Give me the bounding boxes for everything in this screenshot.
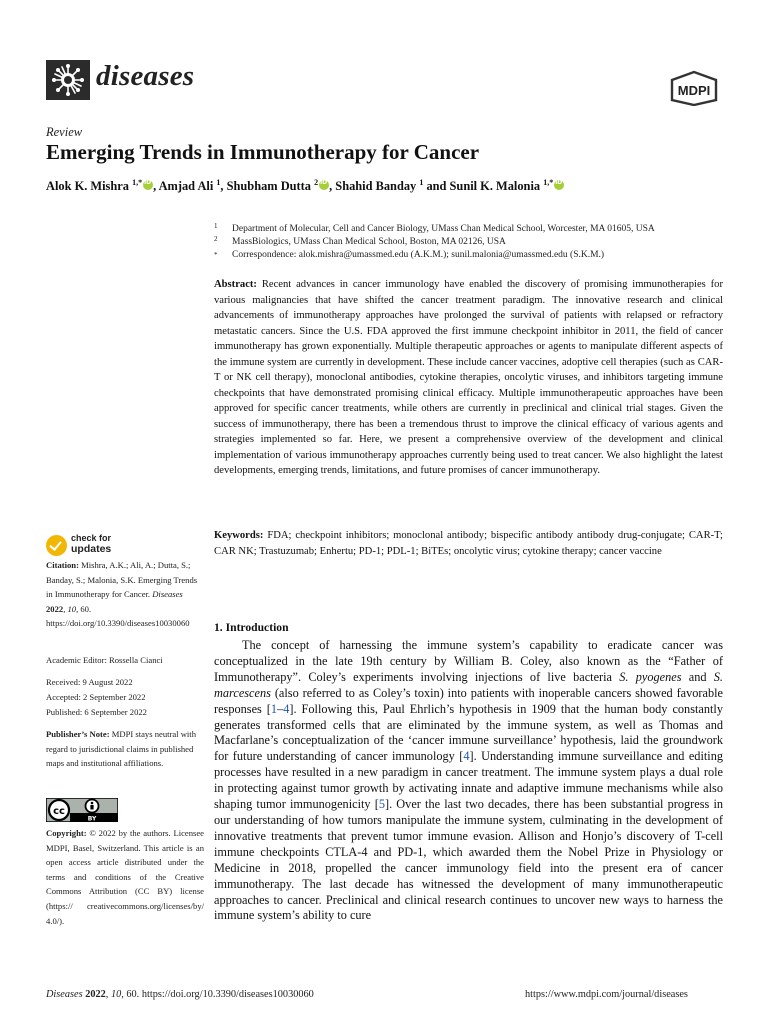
footer-year: 2022 xyxy=(85,989,106,1000)
keywords-text: FDA; checkpoint inhibitors; monoclonal antibody; bispecific antibody antibody drug-conjugate; CAR-T; CAR NK; Trastuzumab; Enhertu; PD-1; PDL-1; BiTEs; oncolytic virus; cytokine therapy; cancer vaccine xyxy=(214,530,723,557)
author-affil-mark: 1 xyxy=(419,178,424,187)
date-published: Published: 6 September 2022 xyxy=(46,707,147,717)
check-updates-line1: check for xyxy=(71,533,112,543)
citation-volume: 10 xyxy=(67,603,77,614)
academic-editor: Academic Editor: Rossella Cianci xyxy=(46,655,163,665)
species-name: S. marcescens xyxy=(214,669,723,700)
footer-doi[interactable]: , 60. https://doi.org/10.3390/diseases10030060 xyxy=(121,989,314,1000)
abstract-text: Recent advances in cancer immunology have enabled the discovery of promising immunotherapies for various malignancies that have shifted the cancer treatment paradigm. The innovative research and clinical advancements of immunotherapy approaches have prolonged the survival of patients with relapsed or refractory metastatic cancers. Since the U.S. FDA approved the first immune checkpoint inhibitor in 2011, the field of cancer immunotherapy has grown exponentially. Multiple therapeutic approaches or agents to manipulate different aspects of the immune system are currently in development. These include cancer vaccines, adoptive cell therapies (such as CAR-T or NK cell therapy), monoclonal antibodies, cytokine therapies, oncolytic viruses, and inhibitors targeting immune checkpoints that have demonstrated promising clinical efficacy. Multiple immunotherapeutic approaches have been approved for specific cancer treatments, while others are currently in preclinical and clinical trial stages. Given the success of immunotherapy, there has been a tremendous thrust to improve the clinical efficacy of various agents and strategies implemented so far. Here, we present a comprehensive overview of the development and clinical implementation of various immunotherapy approaches currently being used to treat cancer. We also highlight the latest developments, emerging trends, limitations, and future promises of cancer immunotherapy. xyxy=(214,279,724,476)
abstract-label: Abstract: xyxy=(214,279,257,290)
check-icon xyxy=(46,535,67,556)
by-text: BY xyxy=(87,815,97,822)
author-affil-mark: 1 xyxy=(216,178,221,187)
citation-authors: Mishra, A.K.; Ali, A.; Dutta, S.; Banday, S.; Malonia, S.K. Emerging Trends in Immunotherapy for Cancer. xyxy=(46,560,198,600)
orcid-icon[interactable] xyxy=(143,180,153,190)
author-name: Amjad Ali xyxy=(158,179,214,194)
publishers-note-text: MDPI stays neutral with regard to jurisdictional claims in published maps and institutional affiliations. xyxy=(46,729,196,769)
publishers-note-label: Publisher’s Note: xyxy=(46,729,110,739)
article-title: Emerging Trends in Immunotherapy for Cancer xyxy=(46,140,480,164)
mdpi-logo xyxy=(668,70,720,106)
reference-link[interactable]: 4 xyxy=(463,749,470,764)
author-name: Sunil K. Malonia xyxy=(449,179,541,194)
citation: Citation: Mishra, A.K.; Ali, A.; Dutta, S.; Banday, S.; Malonia, S.K. Emerging Trends in Immunotherapy for Cancer. Diseases 2022, 10, 60. https://doi.org/10.3390/diseases10030060 xyxy=(46,560,198,629)
cc-text: cc xyxy=(53,806,65,817)
affiliation-mark: 1 xyxy=(214,222,218,230)
date-received: Received: 9 August 2022 xyxy=(46,677,133,687)
reference-link[interactable]: 5 xyxy=(378,797,385,812)
affiliation-text: MassBiologics, UMass Chan Medical School, Boston, MA 02126, USA xyxy=(232,237,506,247)
footer-citation: Diseases 2022, 10, 60. https://doi.org/10.3390/diseases10030060 xyxy=(46,989,314,1000)
keywords-label: Keywords: xyxy=(214,530,264,541)
introduction-paragraph xyxy=(214,638,723,924)
footer-journal-url[interactable]: https://www.mdpi.com/journal/diseases xyxy=(525,989,688,1000)
orcid-icon[interactable] xyxy=(554,180,564,190)
section-heading xyxy=(214,621,289,634)
citation-year: 2022 xyxy=(46,603,64,614)
article-type: Review xyxy=(46,125,83,139)
check-updates-line2: updates xyxy=(71,543,112,555)
affiliation-mark: 2 xyxy=(214,235,218,243)
cc-by-license-icon[interactable] xyxy=(46,798,118,822)
author-name: Alok K. Mishra xyxy=(46,179,129,194)
body-text: ]. Understanding immune surveillance and editing processes have resulted in a new paradigm in cancer treatment. The immune system plays a dual role in protecting against tumor growth by activating innate and adaptive immune mechanisms while also shaping tumor immunogenicity [ xyxy=(214,749,723,812)
author-affil-mark: 1,* xyxy=(132,178,143,187)
section-title: Introduction xyxy=(225,621,289,634)
body-text: and xyxy=(688,669,707,684)
diseases-journal-logo xyxy=(46,60,90,100)
copyright-label: Copyright: xyxy=(46,828,87,838)
body-text: ]. Over the last two decades, there has been substantial progress in our understanding of how tumors manipulate the immune system, culminating in the development of innovative treatments that prevent tumor immune evasion. Allison and Honjo’s discovery of T-cell immune checkpoints CTLA-4 and PD-1, which awarded them the Nobel Prize in Physiology or Medicine in 2018, propelled the cancer immunology field into the present era of cancer immunotherapy. The last decade has witnessed the development of many immunotherapeutic approaches to cancer. Preclinical and clinical research continues to uncover new ways to harness the immune system’s ability to cure xyxy=(214,797,724,923)
reference-link[interactable]: 1 xyxy=(270,701,278,716)
orcid-icon[interactable] xyxy=(319,180,329,190)
body-text: ]. Following this, Paul Ehrlich’s hypothesis in 1909 that the human body constantly generates transformed cells that are eliminated by the immune system, as well as Thomas and Macfarlane’s conceptualization of the ‘cancer immune surveillance’ hypothesis, laid the groundwork for future understanding of cancer immunology [ xyxy=(214,701,723,764)
check-for-updates-badge[interactable] xyxy=(46,533,206,559)
correspondence-text: Correspondence: alok.mishra@umassmed.edu (A.K.M.); sunil.malonia@umassmed.edu (S.K.M.) xyxy=(232,250,605,260)
publishers-note xyxy=(46,727,204,771)
abstract xyxy=(214,277,723,479)
body-text: – xyxy=(277,701,284,716)
copyright xyxy=(46,826,204,928)
keywords xyxy=(214,528,723,559)
author-name: Shubham Dutta xyxy=(226,179,311,194)
author-affil-mark: 2 xyxy=(314,178,319,187)
body-text: (also referred to as Coley’s toxin) into patients with inoperable cancers showed favorable responses [ xyxy=(214,685,723,716)
author-list: Alok K. Mishra $^{1,*}$iD , Amjad Ali $^1$, Shubham Dutta $^2$iD , Shahid Banday $^1$ and Sunil K. Malonia $^{1,*}$iD xyxy=(46,178,564,194)
citation-journal: Diseases xyxy=(152,589,183,600)
correspondence-mark: * xyxy=(214,251,218,259)
copyright-text: © 2022 by the authors. Licensee MDPI, Basel, Switzerland. This article is an open access article distributed under the terms and conditions of the Creative Commons Attribution (CC BY) license (https:// creativecommons.org/licenses/by/ 4.0/). xyxy=(46,828,204,926)
publisher-name: MDPI xyxy=(677,83,711,98)
journal-name: diseases xyxy=(96,60,195,92)
citation-label: Citation: xyxy=(46,560,79,570)
section-number: 1. xyxy=(214,621,223,634)
affiliation-text: Department of Molecular, Cell and Cancer Biology, UMass Chan Medical School, Worcester, MA 01605, USA xyxy=(232,224,655,234)
reference-link[interactable]: 4 xyxy=(283,701,290,716)
author-affil-mark: 1,* xyxy=(543,178,554,187)
footer-journal: Diseases xyxy=(46,989,83,1000)
citation-pages: 60 xyxy=(80,603,89,614)
footer-volume: 10 xyxy=(110,989,122,1000)
body-text: The concept of harnessing the immune system’s capability to eradicate cancer was conceptualized in the late 19th century by William B. Coley, also known as the “Father of Immunotherapy”. Coley’s experiments involving injections of live bacteria xyxy=(214,638,723,684)
species-name: S. pyogenes xyxy=(619,669,682,684)
author-name: Shahid Banday xyxy=(335,179,417,194)
citation-doi[interactable]: https://doi.org/10.3390/diseases10030060 xyxy=(46,618,190,629)
date-accepted: Accepted: 2 September 2022 xyxy=(46,692,146,702)
